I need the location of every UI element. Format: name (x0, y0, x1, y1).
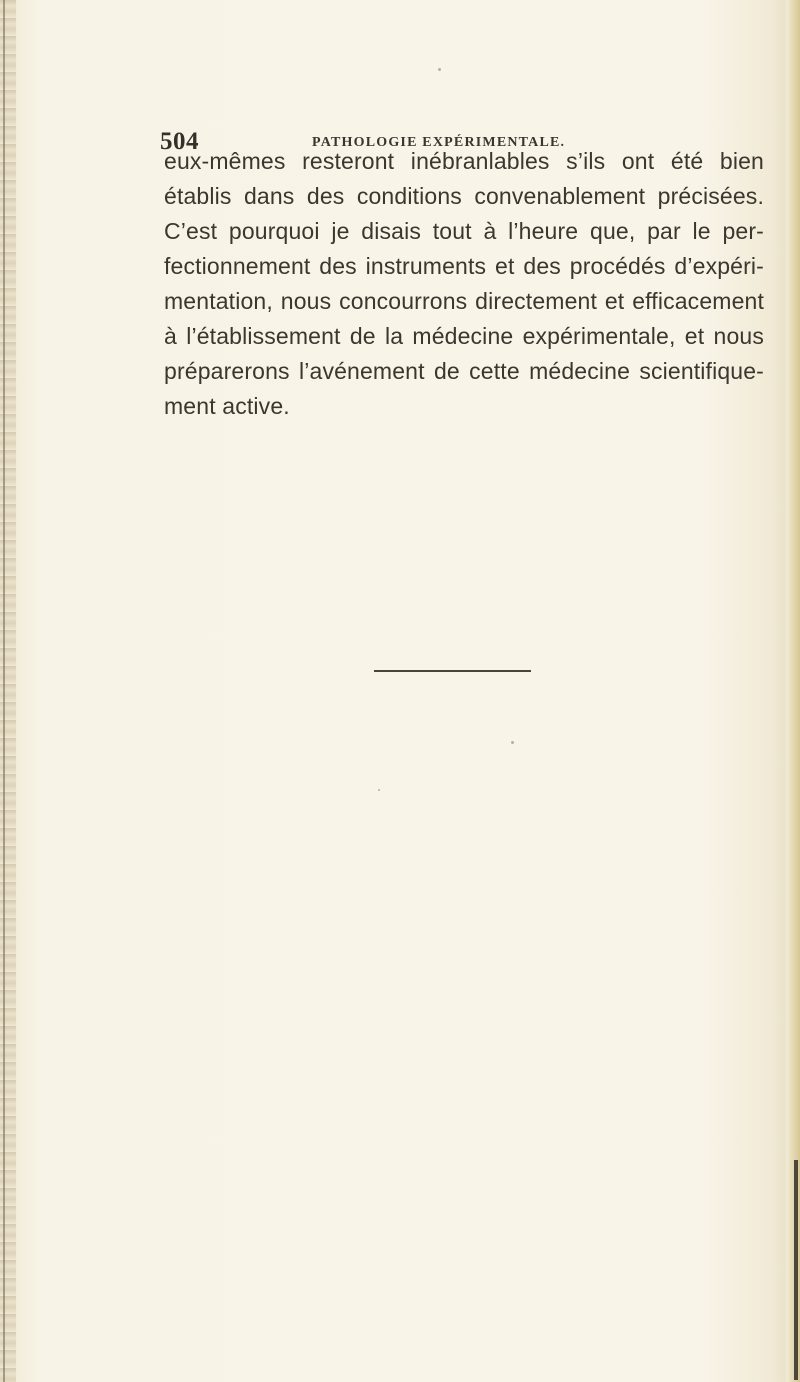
running-head: PATHOLOGIE EXPÉRIMENTALE. (312, 135, 566, 150)
section-end-rule (374, 670, 531, 672)
text-line: C’est pourquoi je disais tout à l’heure que, par le per- (164, 218, 764, 244)
text-line: à l’établissement de la médecine expérimentale, et nous (164, 323, 764, 349)
paper-speck (378, 789, 380, 791)
paper-speck (438, 68, 441, 71)
page-edge-shadow (794, 1160, 798, 1380)
text-line: fectionnement des instruments et des procédés d’expéri- (164, 253, 764, 279)
text-line: préparerons l’avénement de cette médecine scientifique- (164, 358, 764, 384)
text-line: établis dans des conditions convenablement précisées. (164, 183, 764, 209)
body-paragraph (164, 144, 764, 424)
text-line: ment active. (164, 393, 290, 419)
text-line: eux-mêmes resteront inébranlables s’ils ont été bien (164, 148, 764, 174)
paper-speck (511, 741, 514, 744)
page-number: 504 (160, 128, 199, 155)
binding-line (3, 0, 5, 1382)
text-line: mentation, nous concourrons directement et efficacement (164, 288, 764, 314)
